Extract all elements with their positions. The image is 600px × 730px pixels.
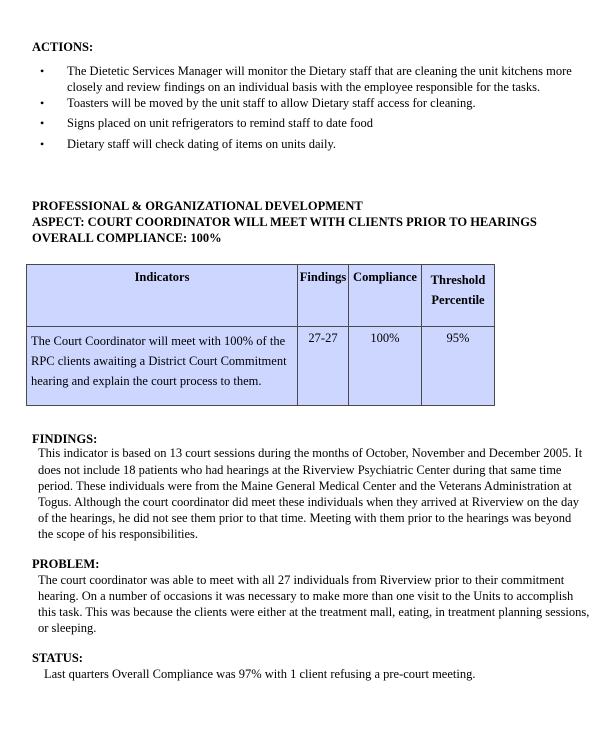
findings-line: period. These individuals were from the Maine General Medical Center and the Veterans Administration at (38, 479, 572, 493)
compliance-cell: 100% (349, 327, 422, 406)
section-title: PROFESSIONAL & ORGANIZATIONAL DEVELOPMENT (32, 199, 363, 213)
problem-heading: PROBLEM: (32, 557, 100, 571)
indicator-cell (27, 327, 298, 406)
indicator-line-1: The Court Coordinator will meet with 100% of the (31, 334, 286, 348)
actions-heading: ACTIONS: (32, 40, 94, 54)
overall-compliance: OVERALL COMPLIANCE: 100% (32, 231, 222, 245)
header-threshold-percentile (422, 265, 495, 327)
status-line: Last quarters Overall Compliance was 97% with 1 client refusing a pre-court meeting. (44, 667, 476, 681)
header-threshold: Threshold (430, 273, 486, 287)
action-item-2: Toasters will be moved by the unit staff to allow Dietary staff access for cleaning. (67, 96, 476, 110)
findings-heading: FINDINGS: (32, 432, 98, 446)
threshold-cell: 95% (422, 327, 495, 406)
table-header-row (27, 265, 495, 327)
findings-line: does not include 18 patients who had hearings at the Riverview Psychiatric Center during that same time (38, 463, 562, 477)
bullet-icon: • (40, 64, 45, 78)
problem-line: The court coordinator was able to meet with all 27 individuals from Riverview prior to their commitment (38, 573, 565, 587)
bullet-icon: • (40, 116, 45, 130)
indicator-line-3: hearing and explain the court process to them. (31, 374, 262, 388)
findings-line: This indicator is based on 13 court sessions during the months of October, November and December 2005. It (38, 446, 583, 460)
indicators-table (26, 264, 495, 406)
findings-line: of the hearings, he did not see them prior to that time. Meeting with them prior to the hearings was beyond (38, 511, 572, 525)
problem-line: this task. This was because the clients were either at the treatment mall, eating, in treatment planning sessions, (38, 605, 590, 619)
bullet-icon: • (40, 137, 45, 151)
header-percentile: Percentile (431, 293, 485, 307)
bullet-icon: • (40, 96, 45, 110)
action-item-3: Signs placed on unit refrigerators to remind staff to date food (67, 116, 373, 130)
action-item-1-line-1: The Dietetic Services Manager will monitor the Dietary staff that are cleaning the unit kitchens more (67, 64, 572, 78)
findings-line: the scope of his responsibilities. (38, 527, 199, 541)
status-heading: STATUS: (32, 651, 83, 665)
action-item-1-line-2: closely and review findings on an individual basis with the employee responsible for the tasks. (67, 80, 541, 94)
aspect-title: ASPECT: COURT COORDINATOR WILL MEET WITH CLIENTS PRIOR TO HEARINGS (32, 215, 537, 229)
action-item-4: Dietary staff will check dating of items on units daily. (67, 137, 337, 151)
header-compliance: Compliance (349, 265, 422, 327)
findings-line: Togus. Although the court coordinator did meet these individuals when they arrived at Riverview on the day (38, 495, 580, 509)
header-indicators: Indicators (27, 265, 298, 327)
problem-line: or sleeping. (38, 621, 97, 635)
table-row (27, 327, 495, 406)
indicator-line-2: RPC clients awaiting a District Court Commitment (31, 354, 287, 368)
problem-line: hearing. On a number of occasions it was necessary to make more than one visit to the Units to accomplish (38, 589, 574, 603)
findings-cell: 27-27 (298, 327, 349, 406)
header-findings: Findings (298, 265, 349, 327)
